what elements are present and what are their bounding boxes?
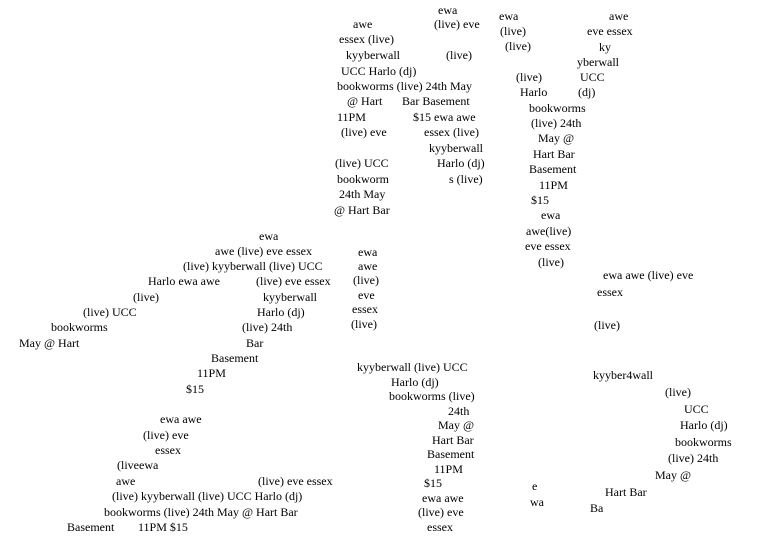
text-fragment: essex (427, 520, 453, 534)
text-fragment: Harlo ewa awe (148, 274, 220, 288)
text-fragment: wa (530, 495, 544, 509)
text-fragment: UCC Harlo (dj) (341, 64, 417, 78)
text-fragment: ewa awe (422, 491, 464, 505)
text-fragment: essex (live) (424, 125, 479, 139)
text-fragment: (live) (133, 290, 159, 304)
text-fragment: ky (599, 40, 611, 54)
text-fragment: ewa (438, 3, 458, 17)
text-fragment: (live) (505, 39, 531, 53)
text-fragment: (dj) (578, 85, 596, 99)
text-fragment: awe (116, 474, 136, 488)
text-fragment: essex (155, 443, 181, 457)
text-fragment: Harlo (dj) (680, 418, 728, 432)
text-fragment: essex (352, 302, 378, 316)
text-fragment: awe (353, 17, 373, 31)
text-fragment: bookworms (51, 320, 108, 334)
text-fragment: 11PM $15 (138, 520, 188, 534)
text-fragment: (live) eve (341, 125, 387, 139)
text-fragment: (live) 24th (242, 320, 293, 334)
text-fragment: e (532, 479, 538, 493)
text-fragment: 24th (448, 404, 470, 418)
text-fragment: 11PM (197, 366, 226, 380)
text-fragment: (live) 24th (668, 451, 719, 465)
text-fragment: May @ (655, 468, 692, 482)
text-fragment: $15 (186, 382, 204, 396)
text-fragment: (live) (351, 317, 377, 331)
text-fragment: $15 (531, 193, 549, 207)
text-fragment: ewa awe (live) eve (603, 268, 694, 282)
text-fragment: (live) kyyberwall (live) UCC Harlo (dj) (112, 489, 303, 503)
text-fragment: 11PM (539, 178, 568, 192)
text-fragment: 11PM (434, 462, 463, 476)
text-fragment: ewa (358, 245, 378, 259)
text-fragment: May @ (538, 131, 575, 145)
text-fragment: Harlo (dj) (391, 375, 439, 389)
text-fragment: Basement (427, 447, 475, 461)
text-fragment: kyyberwall (263, 290, 317, 304)
text-fragment: Harlo (520, 85, 548, 99)
text-fragment: (live) eve (434, 17, 480, 31)
text-fragment: bookworms (675, 435, 732, 449)
text-fragment: Bar Basement (402, 94, 470, 108)
text-fragment: Harlo (dj) (437, 156, 485, 170)
text-fragment: bookworms (live) 24th May (337, 79, 472, 93)
text-fragment: @ Hart (347, 94, 383, 108)
text-fragment: (live) UCC (335, 156, 389, 170)
text-fragment: 24th May (339, 187, 386, 201)
text-fragment: yberwall (577, 55, 619, 69)
text-fragment: (live) eve essex (256, 274, 331, 288)
text-fragment: May @ (438, 418, 475, 432)
text-fragment: essex (live) (339, 32, 394, 46)
text-fragment: (live) (538, 255, 564, 269)
text-fragment: Hart Bar (533, 147, 575, 161)
text-fragment: (live) (500, 24, 526, 38)
text-fragment: (live) kyyberwall (live) UCC (183, 259, 323, 273)
text-fragment: bookworm (337, 172, 389, 186)
text-fragment: ewa (499, 9, 519, 23)
text-fragment: s (live) (449, 172, 483, 186)
text-fragment: kyyberwall (346, 48, 400, 62)
text-fragment: bookworms (529, 101, 586, 115)
text-fragment: Bar (246, 336, 264, 350)
text-fragment: kyyberwall (live) UCC (357, 360, 468, 374)
text-fragment: (live) 24th (531, 116, 582, 130)
text-fragment: (liveewa (117, 458, 159, 472)
text-fragment: eve (358, 288, 375, 302)
text-fragment: @ Hart Bar (334, 203, 390, 217)
text-fragment: Basement (67, 520, 115, 534)
text-fragment: kyyber4wall (593, 368, 653, 382)
text-fragment: eve essex (587, 24, 633, 38)
text-fragment: awe(live) (526, 224, 572, 238)
text-fragment: essex (597, 285, 623, 299)
text-fragment: ewa awe (160, 412, 202, 426)
text-fragment: Ba (590, 501, 604, 515)
text-fragment: 11PM (337, 110, 366, 124)
text-fragment: (live) eve (143, 428, 189, 442)
text-fragment: (live) UCC (83, 305, 137, 319)
text-fragment: Hart Bar (432, 433, 474, 447)
text-fragment: $15 (424, 476, 442, 490)
text-fragment: Harlo (dj) (257, 305, 305, 319)
text-fragment: Hart Bar (605, 485, 647, 499)
text-fragment: $15 ewa awe (413, 110, 476, 124)
text-fragment: awe (609, 9, 629, 23)
text-fragment: (live) eve essex (258, 474, 333, 488)
text-fragment: eve essex (525, 239, 571, 253)
text-fragment: Basement (211, 351, 259, 365)
text-fragment: awe (live) eve essex (215, 244, 312, 258)
text-fragment: May @ Hart (19, 336, 80, 350)
text-fragment: bookworms (live) 24th May @ Hart Bar (104, 505, 298, 519)
text-fragment: UCC (580, 70, 605, 84)
text-fragment: bookworms (live) (389, 389, 475, 403)
text-fragment: awe (358, 259, 378, 273)
text-fragment: UCC (684, 402, 709, 416)
text-fragment: ewa (259, 229, 279, 243)
text-fragment: kyyberwall (429, 141, 483, 155)
text-fragment: (live) (516, 70, 542, 84)
text-fragment: (live) (353, 273, 379, 287)
text-fragment: (live) (446, 48, 472, 62)
text-fragment: (live) eve (418, 505, 464, 519)
text-fragment: Basement (529, 162, 577, 176)
text-fragment: (live) (594, 318, 620, 332)
text-fragment: (live) (665, 385, 691, 399)
text-fragment: ewa (541, 208, 561, 222)
